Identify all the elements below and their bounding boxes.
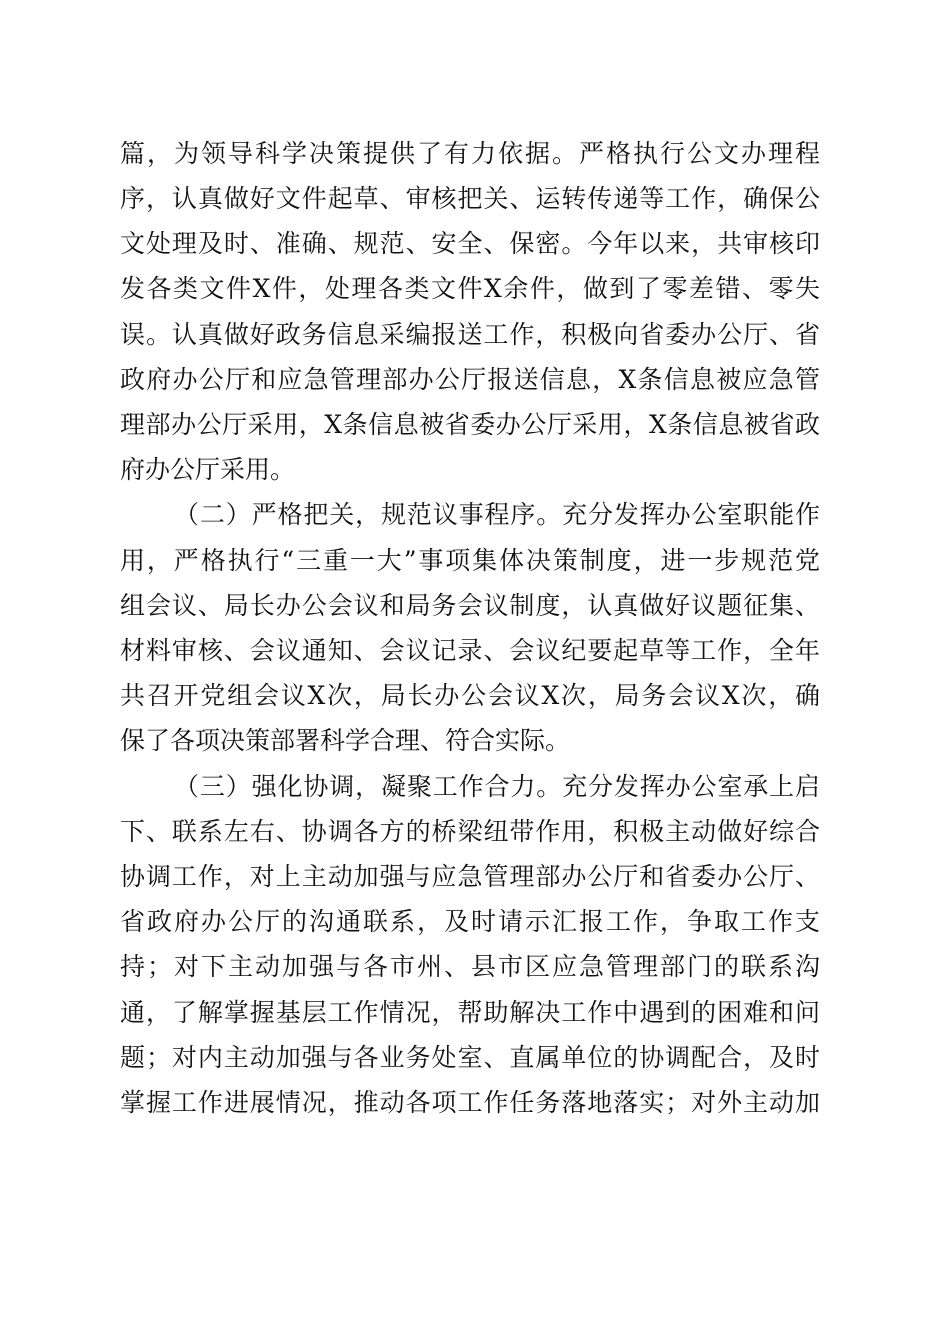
text-line: 题；对内主动加强与各业务处室、直属单位的协调配合，及时 (120, 1043, 820, 1072)
text-line: 理部办公厅采用，X条信息被省委办公厅采用，X条信息被省政 (120, 410, 820, 439)
section-heading-line: （二）严格把关，规范议事程序。充分发挥办公室职能作 (174, 500, 820, 529)
text-line: 用，严格执行“三重一大”事项集体决策制度，进一步规范党 (120, 546, 820, 575)
text-line: 下、联系左右、协调各方的桥梁纽带作用，积极主动做好综合 (120, 817, 820, 846)
text-line: 文处理及时、准确、规范、安全、保密。今年以来，共审核印 (120, 229, 820, 258)
text-line: 共召开党组会议X次，局长办公会议X次，局务会议X次，确 (120, 681, 820, 710)
text-line: 持；对下主动加强与各市州、县市区应急管理部门的联系沟 (120, 952, 820, 981)
text-line: 保了各项决策部署科学合理、符合实际。 (120, 726, 571, 755)
text-line: 误。认真做好政务信息采编报送工作，积极向省委办公厅、省 (120, 320, 820, 349)
text-line: 篇，为领导科学决策提供了有力依据。严格执行公文办理程 (120, 139, 820, 168)
text-line: 材料审核、会议通知、会议记录、会议纪要起草等工作，全年 (120, 636, 820, 665)
text-line: 序，认真做好文件起草、审核把关、运转传递等工作，确保公 (120, 184, 820, 213)
text-line: 协调工作，对上主动加强与应急管理部办公厅和省委办公厅、 (120, 862, 820, 891)
section-heading-line: （三）强化协调，凝聚工作合力。充分发挥办公室承上启 (174, 772, 820, 801)
text-line: 掌握工作进展情况，推动各项工作任务落地落实；对外主动加 (120, 1088, 820, 1117)
text-line: 通，了解掌握基层工作情况，帮助解决工作中遇到的困难和问 (120, 998, 820, 1027)
text-line: 发各类文件X件，处理各类文件X余件，做到了零差错、零失 (120, 274, 820, 303)
text-line: 政府办公厅和应急管理部办公厅报送信息，X条信息被应急管 (120, 365, 820, 394)
text-line: 省政府办公厅的沟通联系，及时请示汇报工作，争取工作支 (120, 907, 820, 936)
text-line: 府办公厅采用。 (120, 455, 296, 484)
text-line: 组会议、局长办公会议和局务会议制度，认真做好议题征集、 (120, 591, 820, 620)
